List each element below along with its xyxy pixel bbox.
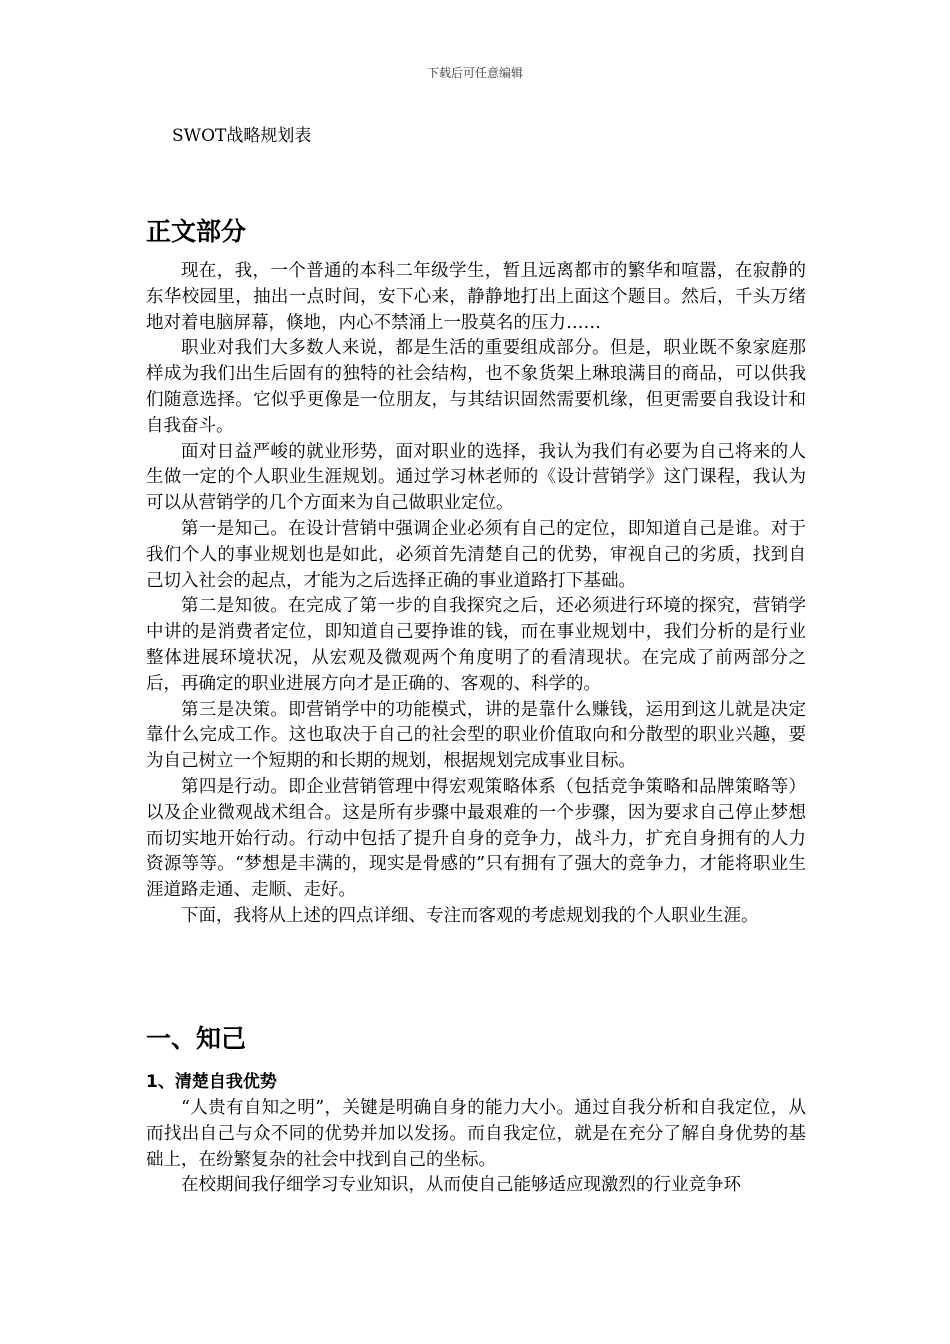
subsection-heading: 1、清楚自我优势 bbox=[146, 1072, 277, 1092]
paragraph: 现在，我，一个普通的本科二年级学生，暂且远离都市的繁华和喧嚣，在寂静的东华校园里，抽出一点时间，安下心来，静静地打出上面这个题目。然后，千头万绪地对着电脑屏幕，倏地，内心不禁涌上一股莫名的压力…… bbox=[146, 261, 806, 333]
paragraph: 在校期间我仔细学习专业知识，从而使自己能够适应现激烈的行业竞争环 bbox=[181, 1175, 741, 1196]
section-body-main bbox=[146, 259, 806, 930]
paragraph: “人贵有自知之明”，关键是明确自身的能力大小。通过自我分析和自我定位，从而找出自己与众不同的优势并加以发扬。而自我定位，就是在充分了解自身优势的基础上，在纷繁复杂的社会中找到自己的坐标。 bbox=[146, 1098, 806, 1170]
section-heading-main: 正文部分 bbox=[146, 217, 247, 246]
header-note: 下载后可任意编辑 bbox=[426, 66, 523, 80]
paragraph: 职业对我们大多数人来说，都是生活的重要组成部分。但是，职业既不象家庭那样成为我们出生后固有的独特的社会结构，也不象货架上琳琅满目的商品，可以供我们随意选择。它似乎更像是一位朋友，与其结识固然需要机缘，但更需要自我设计和自我奋斗。 bbox=[146, 338, 806, 436]
paragraph: 面对日益严峻的就业形势，面对职业的选择，我认为我们有必要为自己将来的人生做一定的个人职业生涯规划。通过学习林老师的《设计营销学》这门课程，我认为可以从营销学的几个方面来为自己做职业定位。 bbox=[146, 441, 806, 514]
paragraph: 第二是知彼。在完成了第一步的自我探究之后，还必须进行环境的探究，营销学中讲的是消费者定位，即知道自己要挣谁的钱，而在事业规划中，我们分析的是行业整体进展环境状况，从宏观及微观两个角度明了的看清现状。在完成了前两部分之后，再确定的职业进展方向才是正确的、客观的、科学的。 bbox=[146, 596, 806, 694]
section-heading-know-self: 一、知己 bbox=[146, 1024, 247, 1053]
section-body-know-self bbox=[146, 1096, 806, 1199]
paragraph: 第三是决策。即营销学中的功能模式，讲的是靠什么赚钱，运用到这儿就是决定靠什么完成工作。这也取决于自己的社会型的职业价值取向和分散型的职业兴趣，要为自己树立一个短期的和长期的规划，根据规划完成事业目标。 bbox=[146, 699, 806, 772]
paragraph: 第四是行动。即企业营销管理中得宏观策略体系（包括竞争策略和品牌策略等）以及企业微观战术组合。这是所有步骤中最艰难的一个步骤，因为要求自己停止梦想而切实地开始行动。行动中包括了提升自身的竞争力，战斗力，扩充自身拥有的人力资源等等。“梦想是丰满的，现实是骨感的”只有拥有了强大的竞争力，才能将职业生涯道路走通、走顺、走好。 bbox=[146, 776, 806, 901]
paragraph: 第一是知己。在设计营销中强调企业必须有自己的定位，即知道自己是谁。对于我们个人的事业规划也是如此，必须首先清楚自己的优势，审视自己的劣质，找到自己切入社会的起点，才能为之后选择正确的事业道路打下基础。 bbox=[146, 518, 806, 591]
paragraph: 下面，我将从上述的四点详细、专注而客观的考虑规划我的个人职业生涯。 bbox=[181, 905, 759, 926]
document-title: SWOT战略规划表 bbox=[172, 126, 312, 146]
